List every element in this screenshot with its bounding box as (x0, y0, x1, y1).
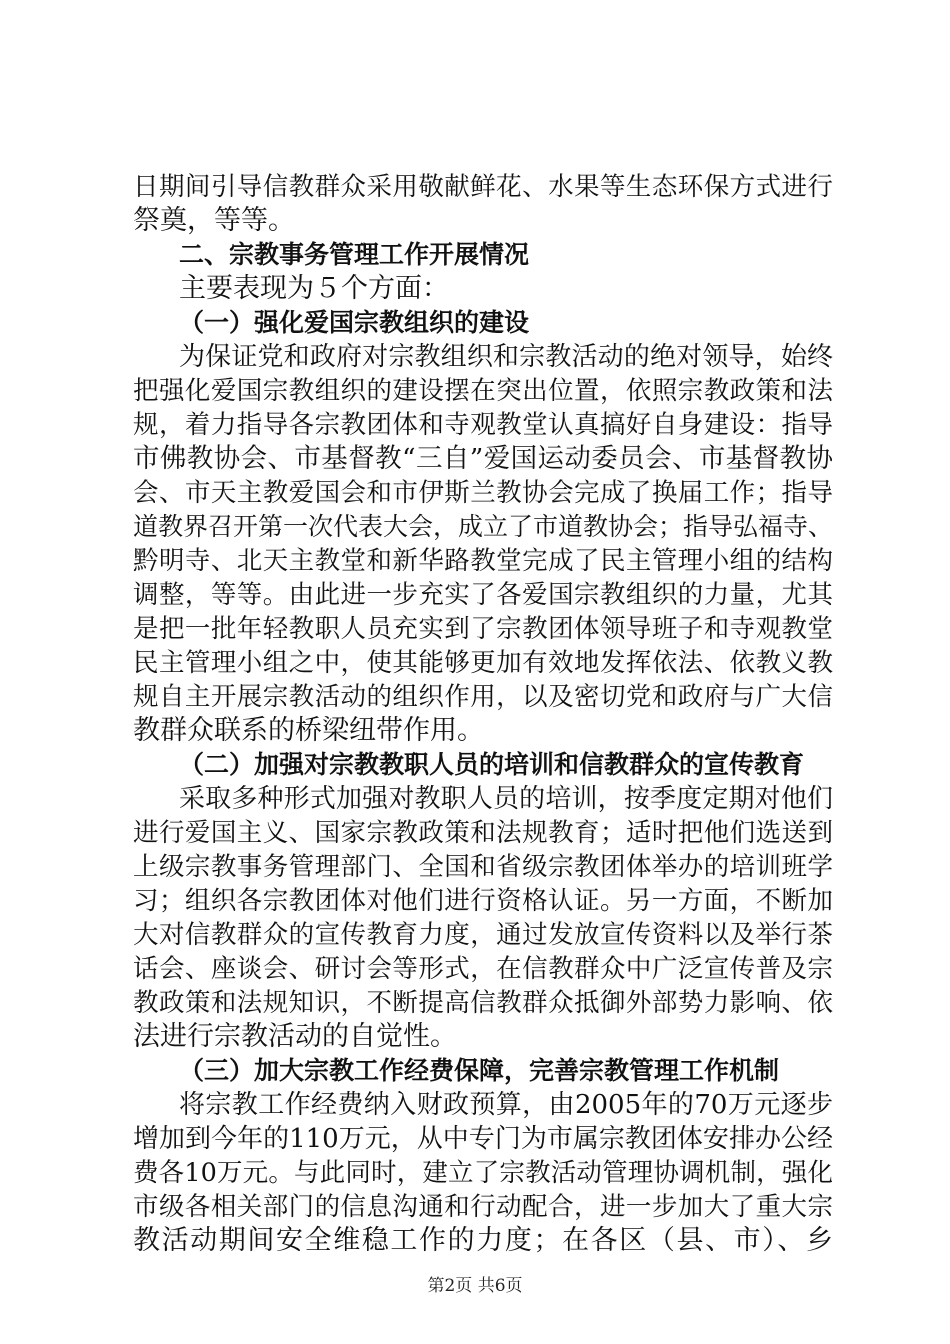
body-line: 话会、座谈会、研讨会等形式，在信教群众中广泛宣传普及宗 (133, 954, 833, 984)
body-line: 道教界召开第一次代表大会，成立了市道教协会；指导弘福寺、 (133, 512, 834, 541)
section-heading: 二、宗教事务管理工作开展情况 (179, 240, 530, 269)
body-line: 进行爱国主义、国家宗教政策和法规教育；适时把他们选送到 (133, 818, 833, 848)
document-body (133, 170, 833, 1258)
body-line: 教政策和法规知识，不断提高信教群众抵御外部势力影响、依 (133, 988, 833, 1018)
body-line: 会、市天主教爱国会和市伊斯兰教协会完成了换届工作；指导 (133, 478, 833, 508)
body-line: 为保证党和政府对宗教组织和宗教活动的绝对领导，始终 (179, 342, 833, 372)
body-line: 费各10万元。与此同时，建立了宗教活动管理协调机制，强化 (133, 1158, 833, 1188)
subsection-heading: （三）加大宗教工作经费保障，完善宗教管理工作机制 (179, 1056, 780, 1085)
body-line: 把强化爱国宗教组织的建设摆在突出位置，依照宗教政策和法 (133, 376, 833, 406)
page-number-footer: 第2页 共6页 (427, 1276, 523, 1296)
body-line: 市级各相关部门的信息沟通和行动配合，进一步加大了重大宗 (133, 1192, 833, 1222)
body-line: 采取多种形式加强对教职人员的培训，按季度定期对他们 (179, 784, 833, 814)
body-line: 将宗教工作经费纳入财政预算，由2005年的70万元逐步 (179, 1090, 833, 1120)
body-line: 主要表现为５个方面： (179, 273, 449, 304)
subsection-heading: （一）强化爱国宗教组织的建设 (179, 308, 530, 337)
body-line: 日期间引导信教群众采用敬献鲜花、水果等生态环保方式进行 (133, 172, 833, 202)
body-line: 大对信教群众的宣传教育力度，通过发放宣传资料以及举行茶 (133, 920, 833, 950)
body-line: 教活动期间安全维稳工作的力度；在各区（县、市）、乡 (133, 1225, 833, 1256)
body-line: 规自主开展宗教活动的组织作用，以及密切党和政府与广大信 (133, 682, 833, 712)
body-line: 祭奠，等等。 (133, 205, 295, 236)
body-line: 习；组织各宗教团体对他们进行资格认证。另一方面，不断加 (133, 886, 833, 916)
body-line: 市佛教协会、市基督教“三自”爱国运动委员会、市基督教协 (133, 443, 833, 474)
subsection-heading: （二）加强对宗教教职人员的培训和信教群众的宣传教育 (179, 750, 805, 779)
body-line: 调整，等等。由此进一步充实了各爱国宗教组织的力量，尤其 (133, 580, 833, 610)
body-line: 法进行宗教活动的自觉性。 (133, 1021, 457, 1052)
body-line: 民主管理小组之中，使其能够更加有效地发挥依法、依教义教 (133, 648, 833, 678)
body-line: 上级宗教事务管理部门、全国和省级宗教团体举办的培训班学 (133, 852, 833, 882)
body-line: 教群众联系的桥梁纽带作用。 (133, 715, 484, 746)
body-line: 规，着力指导各宗教团体和寺观教堂认真搞好自身建设：指导 (133, 410, 833, 440)
body-line: 黔明寺、北天主教堂和新华路教堂完成了民主管理小组的结构 (133, 546, 833, 576)
body-line: 是把一批年轻教职人员充实到了宗教团体领导班子和寺观教堂 (133, 614, 833, 644)
body-line: 增加到今年的110万元，从中专门为市属宗教团体安排办公经 (133, 1124, 833, 1154)
